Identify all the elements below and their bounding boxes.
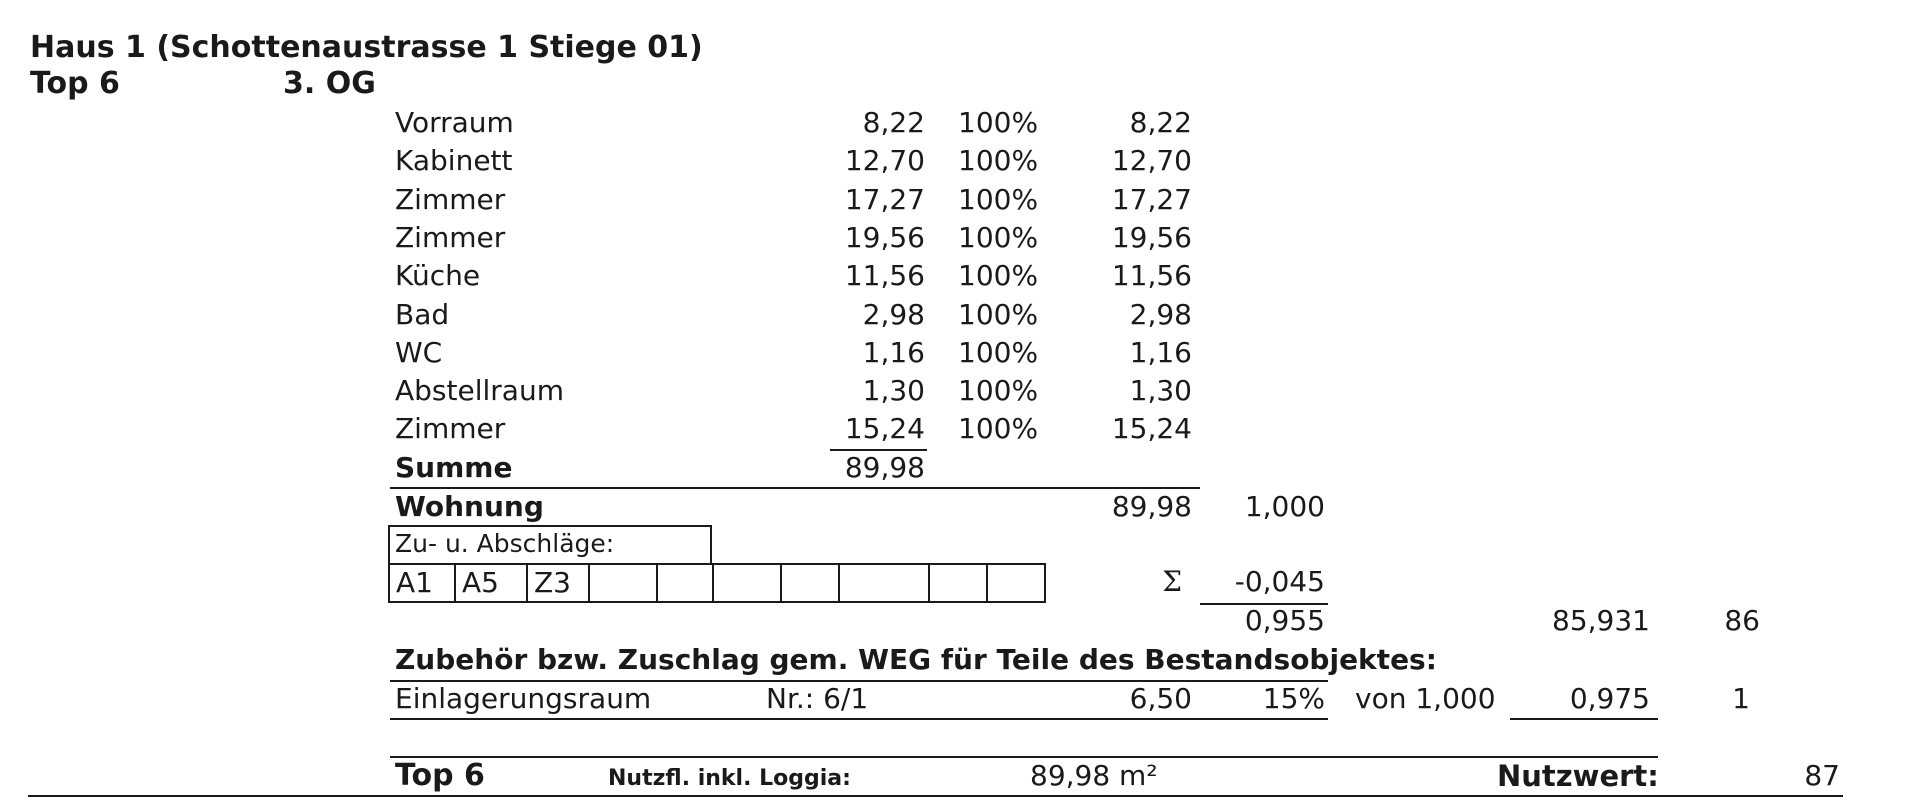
nutzwert-raw: 85,931: [1552, 604, 1650, 637]
zubehoer-name: Einlagerungsraum: [395, 682, 652, 715]
code-divider: [656, 563, 658, 603]
house-title: Haus 1 (Schottenaustrasse 1 Stiege 01): [30, 30, 703, 65]
room-area: 2,98: [862, 297, 925, 331]
room-weighted: 1,30: [1129, 374, 1192, 408]
code-cell: A5: [462, 566, 499, 599]
room-pct: 100%: [958, 144, 1039, 178]
floor-label: 3. OG: [283, 66, 376, 101]
code-divider: [588, 563, 590, 603]
room-name: Zimmer: [395, 220, 506, 254]
code-divider: [986, 563, 988, 603]
room-name: Vorraum: [395, 106, 514, 139]
wohnung-factor: 1,000: [1244, 490, 1325, 523]
footer-nutzfl-label: Nutzfl. inkl. Loggia:: [608, 766, 851, 791]
code-divider: [928, 563, 930, 603]
room-pct: 100%: [958, 297, 1039, 331]
code-cell: Z3: [534, 566, 571, 599]
code-divider: [712, 563, 714, 603]
zubehoer-nutzwert: 1: [1732, 682, 1750, 715]
zubehoer-von: von 1,000: [1355, 682, 1496, 715]
room-area: 17,27: [844, 182, 925, 216]
room-name: Zimmer: [395, 182, 506, 216]
code-divider: [838, 563, 840, 603]
footer-topline: [390, 756, 1658, 758]
room-area: 15,24: [844, 412, 925, 446]
room-weighted: 8,22: [1129, 106, 1192, 139]
room-name: Zimmer: [395, 412, 506, 446]
room-weighted: 2,98: [1129, 297, 1192, 331]
wohnung-value: 89,98: [1111, 490, 1192, 523]
room-pct: 100%: [958, 106, 1039, 139]
room-area: 11,56: [844, 259, 925, 293]
footer-nutzwert-value: 87: [1804, 759, 1840, 792]
room-area: 1,30: [862, 374, 925, 408]
room-weighted: 1,16: [1129, 335, 1192, 369]
room-name: Küche: [395, 259, 481, 293]
summe-value: 89,98: [844, 451, 925, 484]
room-area: 19,56: [844, 220, 925, 254]
room-pct: 100%: [958, 374, 1039, 408]
zubehoer-pct: 15%: [1262, 682, 1325, 715]
room-weighted: 12,70: [1111, 144, 1192, 178]
zubehoer-area: 6,50: [1129, 682, 1192, 715]
code-divider: [780, 563, 782, 603]
room-name: Bad: [395, 297, 450, 331]
room-name: WC: [395, 335, 443, 369]
code-divider: [1044, 563, 1046, 603]
zubehoer-nr: Nr.: 6/1: [766, 682, 869, 715]
zubehoer-value-underline: [1510, 718, 1658, 720]
zubehoer-row-underline: [390, 718, 1328, 720]
room-pct: 100%: [958, 220, 1039, 254]
code-divider: [526, 563, 528, 603]
code-divider: [454, 563, 456, 603]
room-weighted: 19,56: [1111, 220, 1192, 254]
footer-nutzwert-label: Nutzwert:: [1497, 759, 1659, 793]
zubehoer-value: 0,975: [1569, 682, 1650, 715]
footer-nutzfl-value: 89,98 m²: [1030, 759, 1158, 792]
abschlaege-label: Zu- u. Abschläge:: [395, 529, 615, 558]
footer-top: Top 6: [395, 758, 485, 793]
room-area: 1,16: [862, 335, 925, 369]
room-pct: 100%: [958, 335, 1039, 369]
room-area: 8,22: [862, 106, 925, 139]
room-pct: 100%: [958, 182, 1039, 216]
room-weighted: 11,56: [1111, 259, 1192, 293]
room-pct: 100%: [958, 259, 1039, 293]
room-name: Abstellraum: [395, 374, 564, 408]
nutzwert-rounded: 86: [1724, 604, 1760, 637]
code-cell: A1: [396, 566, 433, 599]
room-name: Kabinett: [395, 144, 513, 178]
abschlaege-sum: -0,045: [1234, 565, 1325, 598]
abschlaege-result: 0,955: [1244, 604, 1325, 637]
footer-bottomline: [28, 795, 1843, 797]
room-weighted: 17,27: [1111, 182, 1192, 216]
top-label: Top 6: [30, 66, 120, 101]
room-pct: 100%: [958, 412, 1039, 446]
summe-label: Summe: [395, 451, 513, 484]
sigma-symbol: Σ: [1162, 565, 1182, 598]
room-area: 12,70: [844, 144, 925, 178]
room-weighted: 15,24: [1111, 412, 1192, 446]
wohnung-label: Wohnung: [395, 490, 544, 523]
zubehoer-heading: Zubehör bzw. Zuschlag gem. WEG für Teile des Bestandsobjektes:: [395, 643, 1437, 676]
